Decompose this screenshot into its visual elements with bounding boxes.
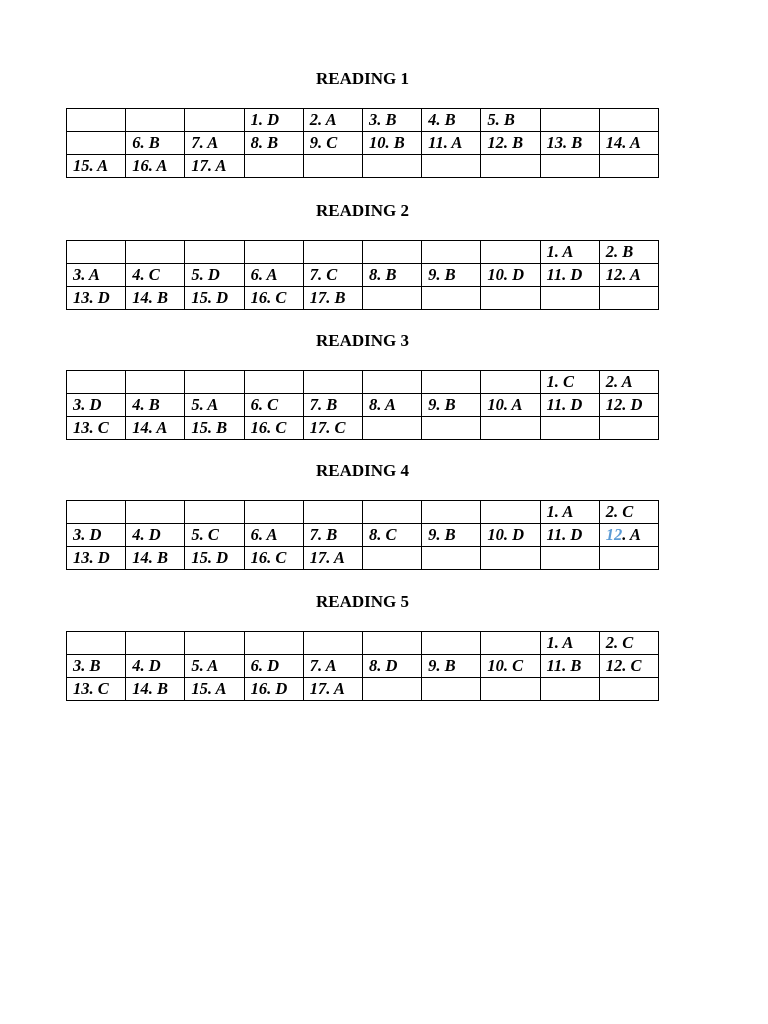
answer-cell: 5. A — [185, 655, 244, 678]
answer-cell — [481, 287, 540, 310]
answer-cell — [362, 371, 421, 394]
answer-cell — [540, 678, 599, 701]
answer-cell — [126, 241, 185, 264]
answer-cell: 5. A — [185, 394, 244, 417]
answer-cell — [126, 371, 185, 394]
answer-cell: 17. A — [185, 155, 244, 178]
answer-cell — [540, 417, 599, 440]
table-row — [67, 287, 659, 310]
answer-cell — [362, 547, 421, 570]
table-row — [67, 241, 659, 264]
answer-cell: 10. C — [481, 655, 540, 678]
answer-cell: 7. A — [303, 655, 362, 678]
answer-cell: 3. D — [67, 394, 126, 417]
answer-cell — [422, 501, 481, 524]
answer-cell: 13. B — [540, 132, 599, 155]
answer-cell: 15. D — [185, 287, 244, 310]
answer-cell: 17. C — [303, 417, 362, 440]
answer-cell: 15. A — [67, 155, 126, 178]
answer-cell: 8. D — [362, 655, 421, 678]
answer-cell — [481, 632, 540, 655]
answer-cell — [540, 109, 599, 132]
answer-cell: 5. B — [481, 109, 540, 132]
answer-cell: 2. A — [303, 109, 362, 132]
answer-cell — [422, 678, 481, 701]
answer-cell — [244, 241, 303, 264]
answer-cell: 14. B — [126, 547, 185, 570]
table-row — [67, 655, 659, 678]
table-row — [67, 417, 659, 440]
answer-cell — [422, 155, 481, 178]
answer-cell: 10. A — [481, 394, 540, 417]
answer-cell — [185, 371, 244, 394]
table-row — [67, 501, 659, 524]
section-title: READING 3 — [315, 331, 410, 350]
answer-cell — [244, 371, 303, 394]
answer-cell: 12. A — [599, 524, 658, 547]
answer-cell: 8. B — [244, 132, 303, 155]
answer-cell — [185, 241, 244, 264]
answer-table — [66, 631, 659, 701]
answer-cell — [67, 109, 126, 132]
answer-cell — [185, 109, 244, 132]
answer-cell: 16. C — [244, 417, 303, 440]
answer-cell: 15. D — [185, 547, 244, 570]
answer-cell: 3. D — [67, 524, 126, 547]
answer-cell: 2. C — [599, 501, 658, 524]
section-title: READING 2 — [315, 201, 410, 220]
answer-cell: 1. C — [540, 371, 599, 394]
answer-cell: 15. B — [185, 417, 244, 440]
answer-cell: 10. D — [481, 524, 540, 547]
answer-cell: 9. B — [422, 264, 481, 287]
answer-cell: 8. C — [362, 524, 421, 547]
answer-cell: 17. A — [303, 547, 362, 570]
answer-cell — [67, 132, 126, 155]
answer-cell: 1. A — [540, 501, 599, 524]
answer-cell: 11. D — [540, 394, 599, 417]
answer-cell — [362, 501, 421, 524]
answer-cell — [422, 241, 481, 264]
answer-cell — [599, 155, 658, 178]
answer-cell: 2. C — [599, 632, 658, 655]
table-row — [67, 132, 659, 155]
answer-table — [66, 370, 659, 440]
answer-cell: 5. D — [185, 264, 244, 287]
answer-cell — [481, 501, 540, 524]
answer-cell — [422, 632, 481, 655]
reading-section — [66, 592, 659, 698]
answer-cell — [481, 678, 540, 701]
answer-cell: 11. B — [540, 655, 599, 678]
section-title: READING 1 — [315, 69, 410, 88]
answer-cell: 8. B — [362, 264, 421, 287]
answer-cell: 8. A — [362, 394, 421, 417]
answer-cell — [244, 632, 303, 655]
answer-cell: 7. B — [303, 524, 362, 547]
answer-cell — [481, 371, 540, 394]
answer-cell — [599, 109, 658, 132]
answer-cell: 6. B — [126, 132, 185, 155]
table-row — [67, 371, 659, 394]
section-title: READING 4 — [315, 461, 410, 480]
answer-cell — [540, 547, 599, 570]
table-row — [67, 678, 659, 701]
answer-cell: 3. B — [362, 109, 421, 132]
section-title: READING 5 — [315, 592, 410, 611]
answer-cell: 10. B — [362, 132, 421, 155]
answer-cell — [303, 241, 362, 264]
answer-cell — [362, 287, 421, 310]
answer-cell: 14. B — [126, 287, 185, 310]
answer-cell — [244, 501, 303, 524]
answer-cell — [126, 109, 185, 132]
answer-cell: 13. D — [67, 547, 126, 570]
answer-cell — [422, 547, 481, 570]
answer-cell: 7. A — [185, 132, 244, 155]
answer-cell: 7. C — [303, 264, 362, 287]
answer-cell: 15. A — [185, 678, 244, 701]
answer-cell: 2. A — [599, 371, 658, 394]
answer-cell: 11. D — [540, 264, 599, 287]
answer-cell — [303, 155, 362, 178]
highlighted-number: 12 — [605, 525, 623, 544]
answer-table — [66, 240, 659, 310]
answer-cell: 9. B — [422, 655, 481, 678]
table-row — [67, 547, 659, 570]
answer-cell — [362, 632, 421, 655]
answer-cell — [126, 501, 185, 524]
answer-cell — [303, 632, 362, 655]
answer-cell: 4. B — [422, 109, 481, 132]
answer-cell — [481, 417, 540, 440]
answer-cell: 16. C — [244, 287, 303, 310]
answer-cell — [481, 155, 540, 178]
answer-cell — [67, 371, 126, 394]
answer-cell — [362, 678, 421, 701]
answer-cell: 17. A — [303, 678, 362, 701]
answer-cell: 4. D — [126, 524, 185, 547]
answer-cell — [599, 547, 658, 570]
answer-cell — [481, 241, 540, 264]
answer-cell — [67, 632, 126, 655]
answer-cell: 16. A — [126, 155, 185, 178]
answer-cell: 10. D — [481, 264, 540, 287]
answer-cell: 1. A — [540, 632, 599, 655]
answer-cell: 11. A — [422, 132, 481, 155]
reading-section — [66, 69, 659, 175]
answer-cell — [481, 547, 540, 570]
answer-cell: 2. B — [599, 241, 658, 264]
answer-cell — [362, 155, 421, 178]
table-row — [67, 632, 659, 655]
answer-cell — [599, 417, 658, 440]
answer-cell — [422, 417, 481, 440]
answer-cell: 4. D — [126, 655, 185, 678]
answer-cell: 4. C — [126, 264, 185, 287]
table-row — [67, 394, 659, 417]
answer-cell — [185, 632, 244, 655]
answer-cell: 16. D — [244, 678, 303, 701]
answer-table — [66, 108, 659, 178]
table-row — [67, 109, 659, 132]
answer-cell: 6. D — [244, 655, 303, 678]
answer-cell: 13. C — [67, 417, 126, 440]
answer-cell: 4. B — [126, 394, 185, 417]
answer-cell — [540, 155, 599, 178]
answer-cell — [599, 287, 658, 310]
answer-cell: 17. B — [303, 287, 362, 310]
answer-cell — [244, 155, 303, 178]
table-row — [67, 524, 659, 547]
answer-cell: 16. C — [244, 547, 303, 570]
answer-cell: 11. D — [540, 524, 599, 547]
answer-cell — [540, 287, 599, 310]
answer-cell — [185, 501, 244, 524]
answer-cell: 14. B — [126, 678, 185, 701]
answer-cell: 12. B — [481, 132, 540, 155]
answer-cell — [67, 501, 126, 524]
answer-cell: 7. B — [303, 394, 362, 417]
table-row — [67, 155, 659, 178]
answer-cell — [126, 632, 185, 655]
answer-cell — [362, 417, 421, 440]
answer-cell: 13. D — [67, 287, 126, 310]
answer-cell: 9. B — [422, 524, 481, 547]
answer-cell: 9. C — [303, 132, 362, 155]
reading-section — [66, 201, 659, 307]
answer-cell — [422, 371, 481, 394]
answer-cell: 14. A — [126, 417, 185, 440]
answer-cell — [422, 287, 481, 310]
reading-section — [66, 461, 659, 567]
answer-cell: 13. C — [67, 678, 126, 701]
answer-cell — [67, 241, 126, 264]
answer-cell: 1. D — [244, 109, 303, 132]
answer-cell: 12. D — [599, 394, 658, 417]
reading-section — [66, 331, 659, 437]
answer-cell: 12. A — [599, 264, 658, 287]
answer-cell: 12. C — [599, 655, 658, 678]
answer-cell: 6. A — [244, 524, 303, 547]
answer-cell: 9. B — [422, 394, 481, 417]
answer-cell: 6. C — [244, 394, 303, 417]
answer-cell: 3. A — [67, 264, 126, 287]
answer-cell: 1. A — [540, 241, 599, 264]
answer-table — [66, 500, 659, 570]
answer-cell — [599, 678, 658, 701]
table-row — [67, 264, 659, 287]
answer-cell: 3. B — [67, 655, 126, 678]
answer-cell: 14. A — [599, 132, 658, 155]
answer-cell — [362, 241, 421, 264]
answer-cell — [303, 501, 362, 524]
answer-cell: 6. A — [244, 264, 303, 287]
answer-cell: 5. C — [185, 524, 244, 547]
answer-cell — [303, 371, 362, 394]
